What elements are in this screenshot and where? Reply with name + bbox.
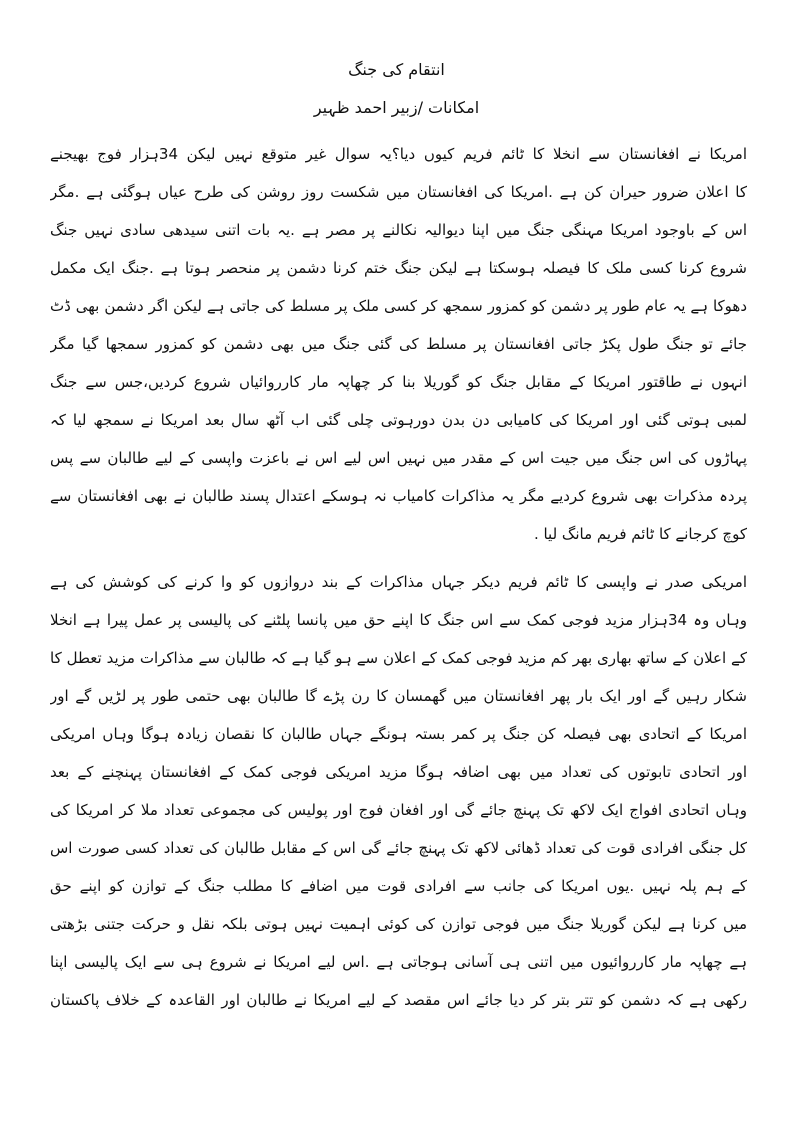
paragraph-1-line: پردہ مذکرات بھی شروع کردیے مگر یہ مذاکرات کامیاب نہ ہوسکے اعتدال پسند طالبان نے بھی افغانستان سے [50,487,747,505]
paragraph-2-line: کے ہم پلہ نہیں .یوں امریکا کی جانب سے افرادی قوت میں اضافے کا مطلب جنگ کے توازن کو اپنے حق [50,877,747,895]
paragraph-1-line: انہوں نے طاقتور امریکا کے مقابل جنگ کو گوریلا بنا کر چھاپہ مار کارروائیاں شروع کردیں،جس سے جنگ [50,373,747,391]
paragraph-1-line: کا اعلان ضرور حیران کن ہے .امریکا کی افغانستان میں شکست روز روشن کی طرح عیاں ہوگئی ہے .مگر [50,183,747,201]
paragraph-1-line: جائے تو جنگ طول پکڑ جاتی افغانستان پر مسلط کی گئی جنگ میں بھی دشمن کو کمزور سمجھا گیا مگر [50,335,747,353]
paragraph-1-line: اس کے باوجود امریکا مہنگی جنگ میں اپنا دیوالیہ نکالنے پر مصر ہے .یہ بات اتنی سیدھی سادی نہیں جنگ [50,221,747,239]
paragraph-2-line: رکھی ہے کہ دشمن کو تتر بتر کر دیا جائے اس مقصد کے لیے امریکا نے طالبان اور القاعدہ کے خلاف پاکستان [50,991,747,1009]
article-title: انتقام کی جنگ [348,60,445,79]
paragraph-1-line: پہاڑوں کی اس جنگ میں جیت اس کے مقدر میں نہیں اس لیے اس نے باعزت واپسی کے لیے طالبان سے پس [50,449,747,467]
paragraph-2-line: اور اتحادی تابوتوں کی تعداد میں بھی اضافہ ہوگا مزید امریکی فوجی کمک کے افغانستان پہنچنے کے بعد [50,763,747,781]
article-byline: امکانات /زبیر احمد ظہیر [313,98,480,117]
paragraph-2-line: میں کرنا ہے لیکن گوریلا جنگ میں فوجی توازن کی کوئی اہمیت نہیں ہوتی بلکہ نقل و حرکت جتنی بڑھتی [50,915,747,933]
paragraph-1-line: کوچ کرجانے کا ٹائم فریم مانگ لیا . [533,525,747,543]
paragraph-1-line: شروع کرنا کسی ملک کا فیصلہ ہوسکتا ہے لیکن جنگ ختم کرنا دشمن پر منحصر ہوتا ہے .جنگ ایک مکمل [50,259,747,277]
paragraph-1-line: لمبی ہوتی گئی اور امریکا کی کامیابی دن بدن دورہوتی چلی گئی اب آٹھ سال بعد امریکا نے سمجھ لیا کہ [50,411,747,429]
paragraph-2-line: امریکی صدر نے واپسی کا ٹائم فریم دیکر جہاں مذاکرات کے بند دروازوں کو وا کرنے کی کوشش کی ہے [50,573,747,591]
paragraph-2-line: کے اعلان کے ساتھ بھاری بھر کم مزید فوجی کمک کے اعلان سے ہو گیا ہے کہ طالبان سے مذاکرات مزید تعطل کا [50,649,747,667]
paragraph-2-line: وہاں وہ 34ہزار مزید فوجی کمک سے اس جنگ کا اپنے حق میں پانسا پلٹنے کی پالیسی پر عمل پیرا ہے انخلا [50,611,747,629]
paragraph-2-line: شکار رہیں گے اور ایک بار پھر افغانستان میں گھمسان کا رن پڑے گا طالبان بھی حتمی طور پر لڑیں گے اور [50,687,747,705]
paragraph-1-line: دھوکا ہے یہ عام طور پر دشمن کو کمزور سمجھ کر کسی ملک پر مسلط کی جاتی ہے لیکن اگر دشمن بھی ڈٹ [50,297,747,315]
paragraph-1-line: امریکا نے افغانستان سے انخلا کا ٹائم فریم کیوں دیا؟یہ سوال غیر متوقع نہیں لیکن 34ہزار فوج بھیجنے [50,145,747,163]
paragraph-2-line: ہے چھاپہ مار کارروائیوں میں اتنی ہی آسانی ہوجاتی ہے .اس لیے امریکا نے شروع ہی سے ایک پالیسی اپنا [50,953,747,971]
paragraph-2-line: وہاں اتحادی افواج ایک لاکھ تک پہنچ جائے گی اور افغان فوج اور پولیس کی مجموعی تعداد ملا کر امریکا کی [50,801,747,819]
paragraph-2-line: کل جنگی افرادی قوت کی تعداد ڈھائی لاکھ تک پہنچ جائے گی اس کے مقابل طالبان کی تعداد کسی صورت اس [50,839,747,857]
paragraph-2-line: امریکا کے اتحادی بھی فیصلہ کن جنگ پر کمر بستہ ہونگے جہاں طالبان کا نقصان زیادہ ہوگا وہاں امریکی [50,725,747,743]
